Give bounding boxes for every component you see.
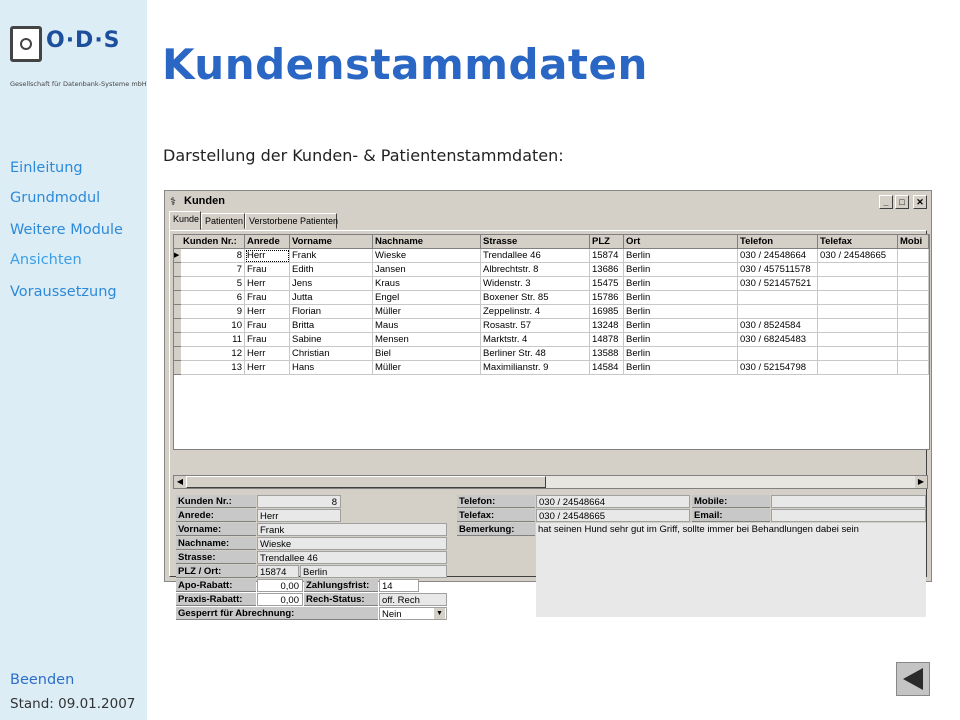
cell-nr[interactable]: 9 [181,305,245,319]
scroll-right-icon[interactable]: ▶ [915,476,927,488]
vorname-label: Vorname: [176,523,256,536]
page-subtitle: Darstellung der Kunden- & Patientenstammdaten: [163,146,564,165]
cell-telefax[interactable] [818,291,898,305]
cell-mobil[interactable] [898,347,929,361]
beenden-link[interactable]: Beenden [10,672,75,688]
cell-nr[interactable]: 7 [181,263,245,277]
cell-strasse[interactable]: Trendallee 46 [481,249,590,263]
nav-ansichten[interactable]: Ansichten [10,252,82,268]
cell-ort[interactable]: Berlin [624,347,738,361]
page-title: Kundenstammdaten [162,40,648,89]
kunden-window [164,190,932,620]
praxis-rabatt-field[interactable]: 0,00 [257,593,303,606]
cell-telefon[interactable]: 030 / 52154798 [738,361,818,375]
cell-mobil[interactable] [898,249,929,263]
grid-header [174,235,929,249]
cell-telefax[interactable] [818,263,898,277]
cell-anrede[interactable]: Frau [245,263,290,277]
cell-plz[interactable]: 13248 [590,319,624,333]
col-vorname[interactable]: Vorname [290,235,373,249]
cell-mobil[interactable] [898,333,929,347]
cell-telefax[interactable] [818,333,898,347]
chevron-down-icon[interactable]: ▼ [434,608,445,619]
cell-nachname[interactable]: Jansen [373,263,481,277]
cell-telefax[interactable] [818,319,898,333]
cell-strasse[interactable]: Widenstr. 3 [481,277,590,291]
row-indicator[interactable] [174,333,181,347]
cell-plz[interactable]: 13686 [590,263,624,277]
cell-nr[interactable]: 8 [181,249,245,263]
zahlungsfrist-field[interactable]: 14 [379,579,419,592]
cell-telefon[interactable]: 030 / 457511578 [738,263,818,277]
logo-box-icon [10,26,42,62]
stand-date: Stand: 09.01.2007 [10,696,136,712]
cell-nachname[interactable]: Maus [373,319,481,333]
cell-ort[interactable]: Berlin [624,277,738,291]
telefax-label: Telefax: [457,509,535,522]
cell-telefon[interactable] [738,305,818,319]
cell-plz[interactable]: 16985 [590,305,624,319]
logo-text: O·D·S [46,28,121,53]
row-indicator[interactable] [174,361,181,375]
cell-nr[interactable]: 13 [181,361,245,375]
cell-plz[interactable]: 15475 [590,277,624,291]
col-nachname[interactable]: Nachname [373,235,481,249]
cell-ort[interactable]: Berlin [624,361,738,375]
cell-nachname[interactable]: Müller [373,305,481,319]
col-plz[interactable]: PLZ [590,235,624,249]
bemerkung-field[interactable]: hat seinen Hund sehr gut im Griff, sollte immer bei Behandlungen dabei sein [536,523,926,617]
gesperrt-value: Nein [382,609,402,620]
window-titlebar [167,193,929,211]
row-indicator[interactable] [174,263,181,277]
col-telefax[interactable]: Telefax [818,235,898,249]
tab-verstorbene-patienten[interactable]: Verstorbene Patienten [245,213,337,229]
cell-telefax[interactable] [818,277,898,291]
cell-mobil[interactable] [898,319,929,333]
kunden-nr-field[interactable]: 8 [257,495,341,508]
rech-status-label: Rech-Status: [304,593,378,606]
cell-anrede[interactable]: Frau [245,291,290,305]
cell-vorname[interactable]: Britta [290,319,373,333]
cell-vorname[interactable]: Christian [290,347,373,361]
nav-grundmodul[interactable]: Grundmodul [10,190,101,206]
maximize-button[interactable]: □ [895,195,909,209]
cell-nr[interactable]: 6 [181,291,245,305]
cell-strasse[interactable]: Zeppelinstr. 4 [481,305,590,319]
minimize-button[interactable]: _ [879,195,893,209]
cell-ort[interactable]: Berlin [624,263,738,277]
cell-vorname[interactable]: Frank [290,249,373,263]
cell-anrede[interactable]: Herr [245,347,290,361]
row-indicator[interactable] [174,319,181,333]
caduceus-icon: ⚕ [170,196,176,208]
row-indicator[interactable] [174,291,181,305]
cell-anrede[interactable]: Herr [245,249,290,263]
zahlungsfrist-label: Zahlungsfrist: [304,579,378,592]
telefon-label: Telefon: [457,495,535,508]
rech-status-field[interactable]: off. Rech [379,593,447,606]
cell-nachname[interactable]: Wieske [373,249,481,263]
cell-plz[interactable]: 15874 [590,249,624,263]
bemerkung-label: Bemerkung: [457,523,535,536]
table-row[interactable] [174,333,929,347]
ods-logo [10,22,147,92]
nav-voraussetzung[interactable]: Voraussetzung [10,284,117,300]
nav-einleitung[interactable]: Einleitung [10,160,83,176]
strasse-label: Strasse: [176,551,256,564]
plz-ort-label: PLZ / Ort: [176,565,256,578]
close-button[interactable]: ✕ [913,195,927,209]
triangle-left-icon [897,663,929,695]
cell-telefon[interactable]: 030 / 521457521 [738,277,818,291]
gesperrt-select[interactable] [379,607,447,620]
cell-vorname[interactable]: Florian [290,305,373,319]
col-telefon[interactable]: Telefon [738,235,818,249]
cell-mobil[interactable] [898,291,929,305]
cell-telefax[interactable] [818,347,898,361]
email-field[interactable] [771,509,926,522]
row-indicator-header [174,235,181,249]
col-mobil[interactable]: Mobi [898,235,929,249]
praxis-rabatt-label: Praxis-Rabatt: [176,593,256,606]
cell-vorname[interactable]: Sabine [290,333,373,347]
cell-telefax[interactable] [818,361,898,375]
mobile-field[interactable] [771,495,926,508]
cell-nachname[interactable]: Kraus [373,277,481,291]
row-indicator[interactable] [174,305,181,319]
scroll-left-icon[interactable]: ◀ [174,476,186,488]
col-anrede[interactable]: Anrede [245,235,290,249]
telefax-field[interactable]: 030 / 24548665 [536,509,690,522]
cell-strasse[interactable]: Berliner Str. 48 [481,347,590,361]
cell-ort[interactable]: Berlin [624,291,738,305]
cell-strasse[interactable]: Maximilianstr. 9 [481,361,590,375]
cell-anrede[interactable]: Frau [245,333,290,347]
ort-field[interactable]: Berlin [300,565,447,578]
cell-ort[interactable]: Berlin [624,305,738,319]
apo-rabatt-label: Apo-Rabatt: [176,579,256,592]
back-button[interactable] [896,662,930,696]
cell-strasse[interactable]: Albrechtstr. 8 [481,263,590,277]
cell-anrede[interactable]: Frau [245,319,290,333]
col-kunden-nr[interactable]: Kunden Nr.: [181,235,245,249]
cell-nachname[interactable]: Biel [373,347,481,361]
cell-nachname[interactable]: Müller [373,361,481,375]
telefon-field[interactable]: 030 / 24548664 [536,495,690,508]
anrede-label: Anrede: [176,509,256,522]
cell-plz[interactable]: 14584 [590,361,624,375]
cell-mobil[interactable] [898,263,929,277]
horizontal-scrollbar[interactable] [173,475,928,489]
table-row[interactable] [174,347,929,361]
table-row[interactable] [174,249,929,263]
cell-vorname[interactable]: Jutta [290,291,373,305]
cell-anrede[interactable]: Herr [245,305,290,319]
cell-nr[interactable]: 10 [181,319,245,333]
cell-plz[interactable]: 14878 [590,333,624,347]
nachname-field[interactable]: Wieske [257,537,447,550]
scroll-thumb[interactable] [186,476,546,488]
cell-ort[interactable]: Berlin [624,333,738,347]
table-row[interactable] [174,319,929,333]
row-indicator[interactable] [174,277,181,291]
cell-nr[interactable]: 11 [181,333,245,347]
cell-ort[interactable]: Berlin [624,249,738,263]
table-row[interactable] [174,305,929,319]
cell-strasse[interactable]: Rosastr. 57 [481,319,590,333]
cell-vorname[interactable]: Edith [290,263,373,277]
cell-telefax[interactable]: 030 / 24548665 [818,249,898,263]
strasse-field[interactable]: Trendallee 46 [257,551,447,564]
cell-nachname[interactable]: Mensen [373,333,481,347]
cell-vorname[interactable]: Hans [290,361,373,375]
vorname-field[interactable]: Frank [257,523,447,536]
cell-nr[interactable]: 5 [181,277,245,291]
mobile-label: Mobile: [692,495,770,508]
plz-field[interactable]: 15874 [257,565,299,578]
tab-patienten[interactable]: Patienten [201,213,245,229]
table-row[interactable] [174,361,929,375]
tab-kunde[interactable]: Kunde [169,211,201,230]
cell-nachname[interactable]: Engel [373,291,481,305]
cell-anrede[interactable]: Herr [245,361,290,375]
table-row[interactable] [174,263,929,277]
email-label: Email: [692,509,770,522]
col-strasse[interactable]: Strasse [481,235,590,249]
cell-strasse[interactable]: Boxener Str. 85 [481,291,590,305]
window-title: Kunden [184,195,225,207]
cell-mobil[interactable] [898,277,929,291]
cell-telefon[interactable] [738,291,818,305]
col-ort[interactable]: Ort [624,235,738,249]
sidebar [0,0,147,720]
cell-nr[interactable]: 12 [181,347,245,361]
cell-mobil[interactable] [898,361,929,375]
logo-subtext: Gesellschaft für Datenbank-Systeme mbH [10,80,147,88]
table-row[interactable] [174,291,929,305]
gesperrt-label: Gesperrt für Abrechnung: [176,607,378,620]
cell-telefon[interactable]: 030 / 24548664 [738,249,818,263]
cell-ort[interactable]: Berlin [624,319,738,333]
cell-plz[interactable]: 13588 [590,347,624,361]
cell-telefon[interactable]: 030 / 8524584 [738,319,818,333]
cell-anrede[interactable]: Herr [245,277,290,291]
kunden-nr-label: Kunden Nr.: [176,495,256,508]
detail-form [173,493,928,618]
nav-weitere-module[interactable]: Weitere Module [10,222,123,238]
cell-plz[interactable]: 15786 [590,291,624,305]
row-indicator[interactable] [174,347,181,361]
anrede-field[interactable]: Herr [257,509,341,522]
table-row[interactable] [174,277,929,291]
cell-telefax[interactable] [818,305,898,319]
cell-mobil[interactable] [898,305,929,319]
cell-vorname[interactable]: Jens [290,277,373,291]
current-row-arrow-icon[interactable]: ▶ [174,249,181,263]
cell-telefon[interactable]: 030 / 68245483 [738,333,818,347]
apo-rabatt-field[interactable]: 0,00 [257,579,303,592]
nachname-label: Nachname: [176,537,256,550]
customer-grid [173,234,930,450]
tab-panel [169,230,927,620]
cell-strasse[interactable]: Marktstr. 4 [481,333,590,347]
cell-telefon[interactable] [738,347,818,361]
